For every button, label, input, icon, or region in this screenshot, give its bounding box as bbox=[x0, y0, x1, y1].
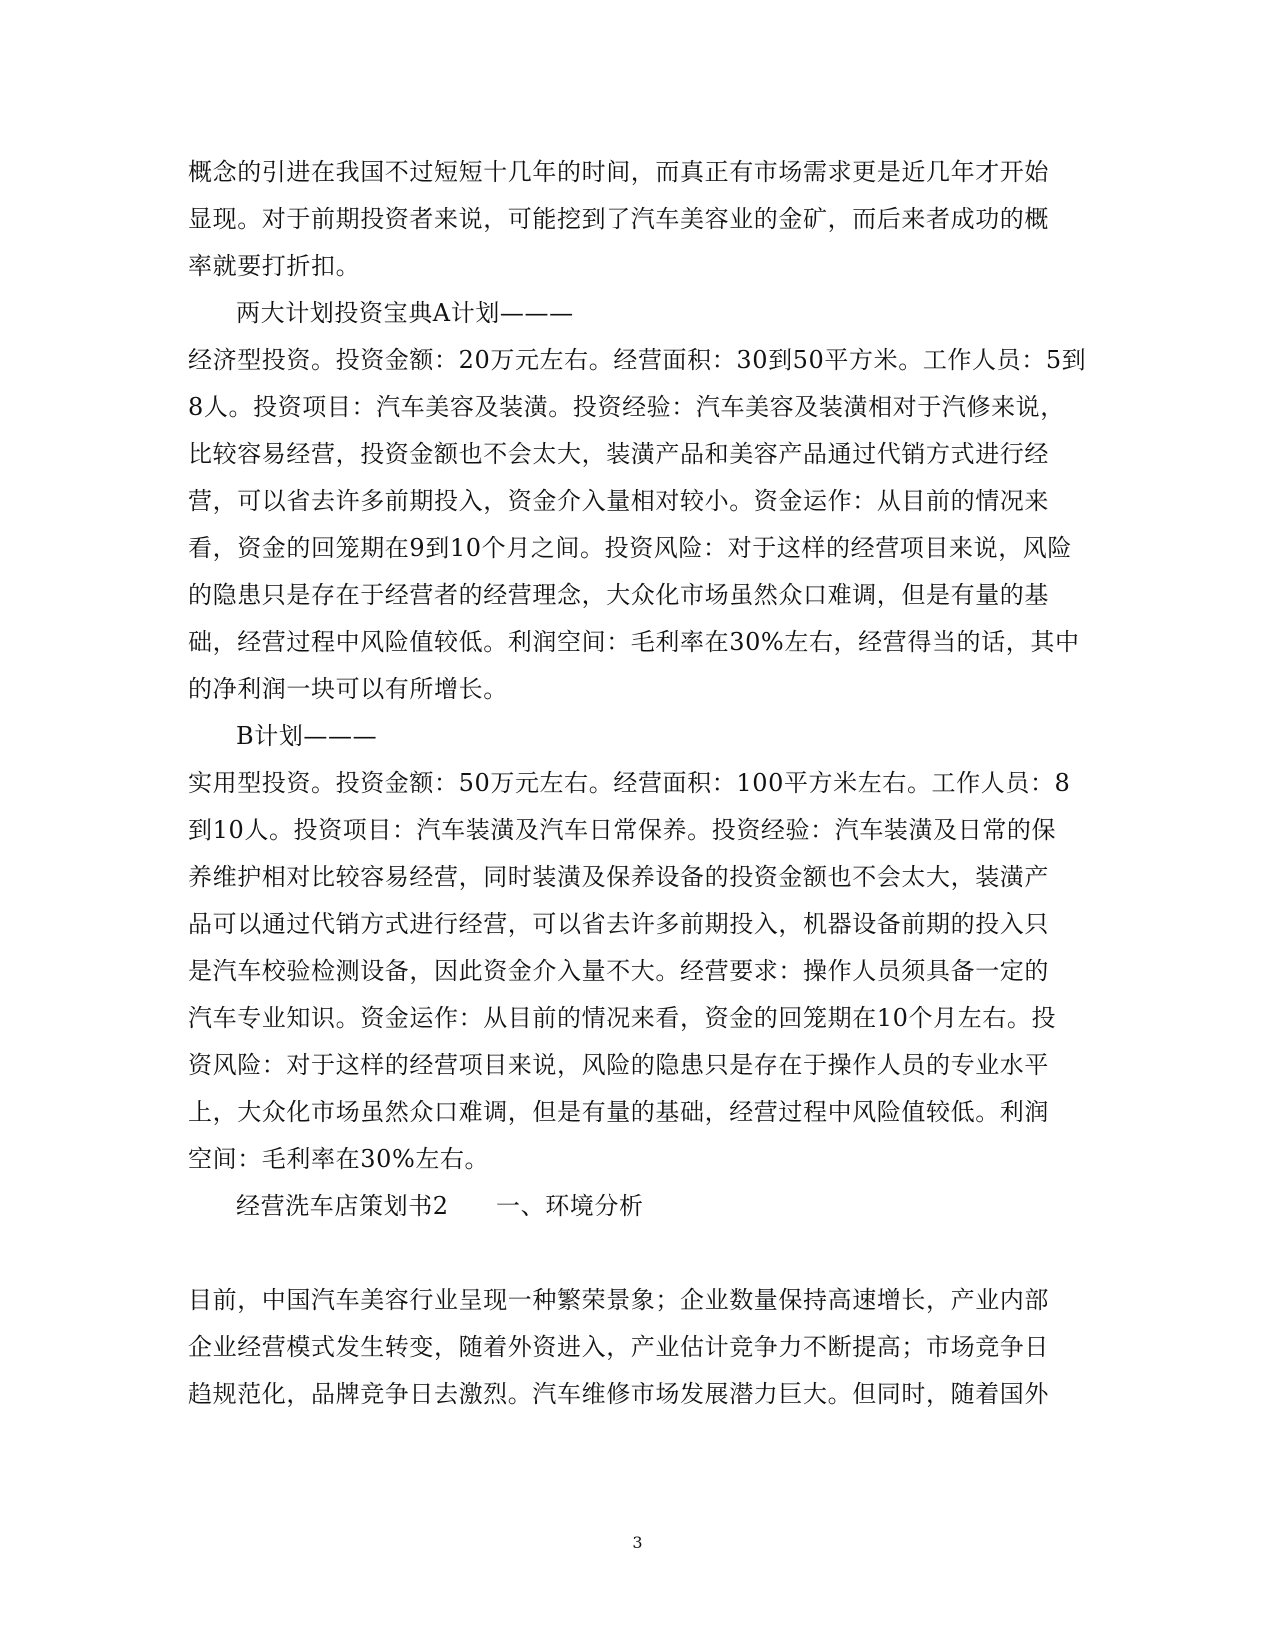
body-text-line: 经济型投资。投资金额：20万元左右。经营面积：30到50平方米。工作人员：5到 bbox=[188, 346, 1087, 374]
body-text-line: 上，大众化市场虽然众口难调，但是有量的基础，经营过程中风险值较低。利润 bbox=[188, 1098, 1049, 1126]
body-text-line: 是汽车校验检测设备，因此资金介入量不大。经营要求：操作人员须具备一定的 bbox=[188, 957, 1049, 985]
body-text-line: 资风险：对于这样的经营项目来说，风险的隐患只是存在于操作人员的专业水平 bbox=[188, 1051, 1049, 1079]
section-heading-plan-b: B计划——— bbox=[236, 722, 378, 750]
body-text-line: 品可以通过代销方式进行经营，可以省去许多前期投入，机器设备前期的投入只 bbox=[188, 910, 1049, 938]
body-text-line: 养维护相对比较容易经营，同时装潢及保养设备的投资金额也不会太大，装潢产 bbox=[188, 863, 1049, 891]
body-text-line: 比较容易经营，投资金额也不会太大，装潢产品和美容产品通过代销方式进行经 bbox=[188, 440, 1049, 468]
body-text-line: 8人。投资项目：汽车美容及装潢。投资经验：汽车美容及装潢相对于汽修来说， bbox=[188, 393, 1065, 421]
body-text-line: 到10人。投资项目：汽车装潢及汽车日常保养。投资经验：汽车装潢及日常的保 bbox=[188, 816, 1057, 844]
body-text-line: 汽车专业知识。资金运作：从目前的情况来看，资金的回笼期在10个月左右。投 bbox=[188, 1004, 1057, 1032]
page-number: 3 bbox=[632, 1533, 643, 1552]
body-text-line: 显现。对于前期投资者来说，可能挖到了汽车美容业的金矿，而后来者成功的概 bbox=[188, 205, 1049, 233]
body-text-line: 的净利润一块可以有所增长。 bbox=[188, 675, 508, 703]
body-text-line: 空间：毛利率在30%左右。 bbox=[188, 1145, 490, 1173]
body-text-line: 础，经营过程中风险值较低。利润空间：毛利率在30%左右，经营得当的话，其中 bbox=[188, 628, 1080, 656]
document-title: 经营洗车店策划书2 bbox=[236, 1192, 449, 1220]
section-heading-environment: 一、环境分析 bbox=[496, 1192, 644, 1220]
body-text-line: 实用型投资。投资金额：50万元左右。经营面积：100平方米左右。工作人员：8 bbox=[188, 769, 1071, 797]
section-heading-plan-a: 两大计划投资宝典A计划——— bbox=[236, 299, 574, 327]
body-text-line: 目前，中国汽车美容行业呈现一种繁荣景象；企业数量保持高速增长，产业内部 bbox=[188, 1286, 1049, 1314]
body-text-line: 概念的引进在我国不过短短十几年的时间，而真正有市场需求更是近几年才开始 bbox=[188, 158, 1049, 186]
body-text-line: 营，可以省去许多前期投入，资金介入量相对较小。资金运作：从目前的情况来 bbox=[188, 487, 1049, 515]
body-text-line: 的隐患只是存在于经营者的经营理念，大众化市场虽然众口难调，但是有量的基 bbox=[188, 581, 1049, 609]
body-text-line: 率就要打折扣。 bbox=[188, 252, 361, 280]
body-text-line: 趋规范化，品牌竞争日去激烈。汽车维修市场发展潜力巨大。但同时，随着国外 bbox=[188, 1380, 1049, 1408]
body-text-line: 看，资金的回笼期在9到10个月之间。投资风险：对于这样的经营项目来说，风险 bbox=[188, 534, 1073, 562]
body-text-line: 企业经营模式发生转变，随着外资进入，产业估计竞争力不断提高；市场竞争日 bbox=[188, 1333, 1049, 1361]
